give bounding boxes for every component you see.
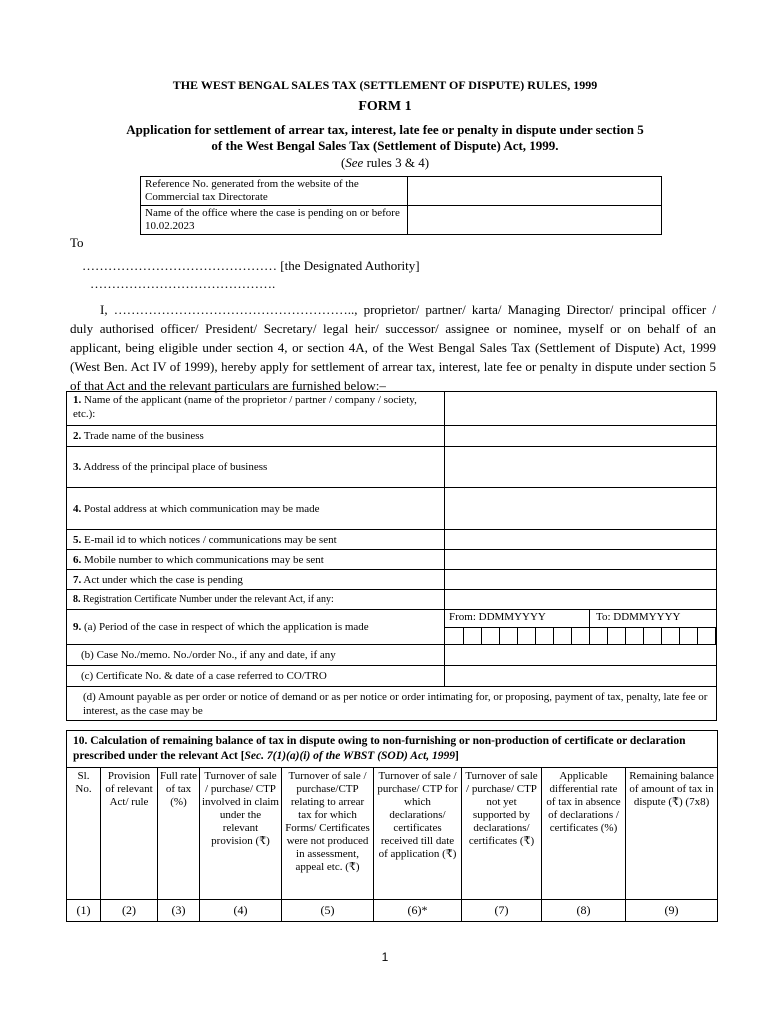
col-header-7: Turnover of sale / purchase/ CTP not yet supported by declarations/ certificates (₹): [462, 768, 542, 900]
item-4-field[interactable]: [445, 488, 717, 530]
designated-authority-line: ……………………………………… [the Designated Authority]: [82, 258, 420, 273]
col-number-9: (9): [626, 900, 718, 922]
item-6-field[interactable]: [445, 550, 717, 570]
item-10-table: [66, 730, 718, 922]
office-name-field[interactable]: [408, 206, 662, 235]
col-header-1: Sl. No.: [67, 768, 101, 900]
item-9b-label: (b) Case No./memo. No./order No., if any and date, if any: [67, 645, 445, 666]
item-9c-label: (c) Certificate No. & date of a case referred to CO/TRO: [67, 666, 445, 687]
item-4-label: 4. Postal address at which communication may be made: [67, 488, 445, 530]
item-2-field[interactable]: [445, 426, 717, 447]
item-3-field[interactable]: [445, 447, 717, 488]
declaration-paragraph: I, ……………………………………………….., proprietor/ partner/ karta/ Managing Director/ principal officer / duly authorised officer/ President/ Secretary/ legal heir/ successor/ assignee or nominee, myself or on behalf of an applicant, being eligible under section 4, or section 4A, of the West Bengal Sales Tax (Settlement of Dispute) Act, 1999 (West Ben. Act IV of 1999), hereby apply for settlement of arrear tax, interest, late fee or penalty in dispute under section 5 of that Act and the relevant particulars are furnished below:–: [70, 302, 716, 393]
item-7-label: 7. Act under which the case is pending: [67, 570, 445, 590]
col-number-4: (4): [200, 900, 282, 922]
col-number-3: (3): [158, 900, 200, 922]
period-digit-boxes[interactable]: [445, 628, 716, 644]
col-number-5: (5): [282, 900, 374, 922]
period-to: To: DDMMYYYY: [596, 611, 681, 623]
item-7-field[interactable]: [445, 570, 717, 590]
item-1-field[interactable]: [445, 392, 717, 426]
col-header-8: Applicable differential rate of tax in absence of declarations / certificates (%): [542, 768, 626, 900]
col-header-9: Remaining balance of amount of tax in dispute (₹) (7x8): [626, 768, 718, 900]
designated-authority-address: …………………………………….: [90, 276, 276, 291]
item-9a-label: 9. (a) Period of the case in respect of which the application is made: [67, 610, 445, 645]
col-number-8: (8): [542, 900, 626, 922]
item-6-label: 6. Mobile number to which communications may be sent: [67, 550, 445, 570]
col-number-2: (2): [101, 900, 158, 922]
period-cell: [445, 610, 717, 645]
item-8-label: 8. Registration Certificate Number under the relevant Act, if any:: [67, 590, 445, 610]
col-header-5: Turnover of sale / purchase/CTP relating to arrear tax for which Forms/ Certificates were not produced in assessment, appeal etc. (₹): [282, 768, 374, 900]
col-number-7: (7): [462, 900, 542, 922]
item-9c-field[interactable]: [445, 666, 717, 687]
item-5-label: 5. E-mail id to which notices / communications may be sent: [67, 530, 445, 550]
page-number: 1: [381, 950, 389, 964]
item-9b-field[interactable]: [445, 645, 717, 666]
see-rules: (See rules 3 & 4): [340, 155, 430, 170]
item-2-label: 2. Trade name of the business: [67, 426, 445, 447]
rules-title: THE WEST BENGAL SALES TAX (SETTLEMENT OF DISPUTE) RULES, 1999: [172, 78, 598, 92]
application-title-line1: Application for settlement of arrear tax, interest, late fee or penalty in dispute under section 5: [126, 122, 644, 137]
col-header-2: Provision of relevant Act/ rule: [101, 768, 158, 900]
reference-no-label: Reference No. generated from the website of the Commercial tax Directorate: [141, 177, 408, 206]
col-number-1: (1): [67, 900, 101, 922]
item-5-field[interactable]: [445, 530, 717, 550]
col-header-4: Turnover of sale / purchase/ CTP involved in claim under the relevant provision (₹): [200, 768, 282, 900]
form-title: FORM 1: [358, 99, 412, 114]
particulars-table: [66, 391, 717, 721]
col-number-6: (6)*: [374, 900, 462, 922]
item-10-heading: 10. Calculation of remaining balance of tax in dispute owing to non-furnishing or non-production of certificate or declaration prescribed under the relevant Act [Sec. 7(1)(a)(i) of the WBST (SOD) Act, 1999]: [67, 731, 718, 768]
item-8-field[interactable]: [445, 590, 717, 610]
col-header-3: Full rate of tax (%): [158, 768, 200, 900]
item-1-label: 1. Name of the applicant (name of the proprietor / partner / company / society, etc.):: [67, 392, 445, 426]
item-9d-label: (d) Amount payable as per order or notice of demand or as per notice or order intimating for, or proposing, payment of tax, penalty, late fee or interest, as the case may be: [67, 687, 717, 721]
reference-table: [140, 176, 662, 235]
item-3-label: 3. Address of the principal place of business: [67, 447, 445, 488]
office-name-label: Name of the office where the case is pending on or before 10.02.2023: [141, 206, 408, 235]
application-title-line2: of the West Bengal Sales Tax (Settlement of Dispute) Act, 1999.: [211, 138, 559, 153]
col-header-6: Turnover of sale / purchase/ CTP for which declarations/ certificates received till date of application (₹): [374, 768, 462, 900]
to-label: To: [70, 235, 84, 250]
period-from: From: DDMMYYYY: [445, 610, 590, 627]
reference-no-field[interactable]: [408, 177, 662, 206]
